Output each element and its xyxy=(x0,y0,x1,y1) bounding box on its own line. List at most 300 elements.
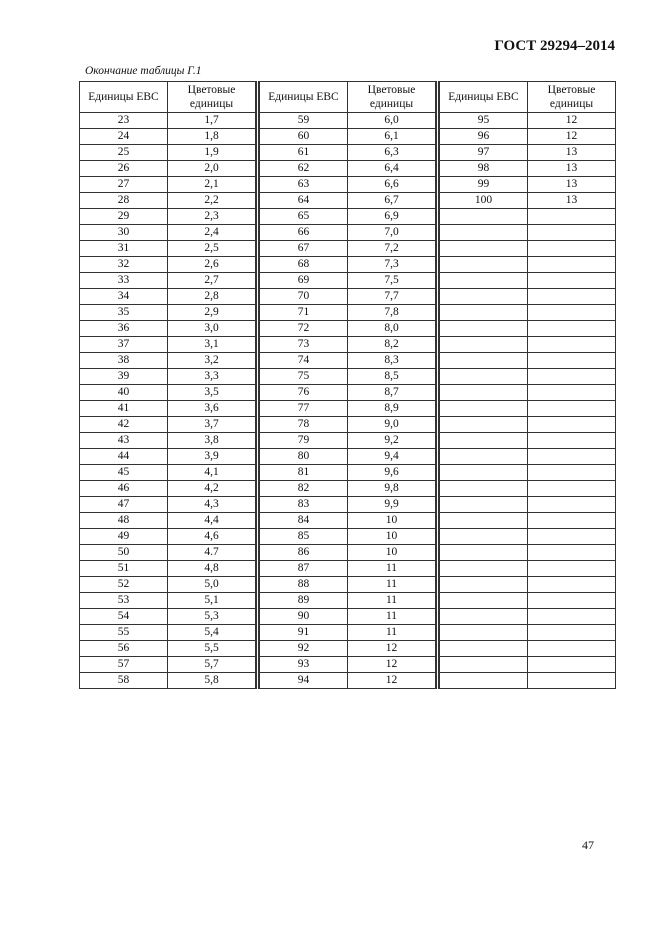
table-row xyxy=(80,353,256,369)
table-row xyxy=(80,113,256,129)
cell-color-units: 3,3 xyxy=(168,369,256,385)
cell-color-units: 1,8 xyxy=(168,129,256,145)
cell-ebc: 81 xyxy=(260,465,348,481)
header-ebc: Единицы ЕВС xyxy=(80,82,168,113)
table-row xyxy=(440,161,616,177)
cell-ebc xyxy=(440,673,528,689)
cell-color-units: 9,2 xyxy=(348,433,436,449)
cell-color-units xyxy=(528,481,616,497)
table-row xyxy=(260,545,436,561)
cell-ebc: 55 xyxy=(80,625,168,641)
table-row xyxy=(80,321,256,337)
cell-ebc xyxy=(440,305,528,321)
cell-color-units: 9,6 xyxy=(348,465,436,481)
cell-color-units xyxy=(528,609,616,625)
cell-color-units xyxy=(528,401,616,417)
cell-color-units xyxy=(528,529,616,545)
cell-color-units: 13 xyxy=(528,161,616,177)
cell-color-units xyxy=(528,209,616,225)
cell-color-units: 10 xyxy=(348,545,436,561)
table-header-row xyxy=(440,82,616,113)
cell-color-units: 11 xyxy=(348,609,436,625)
header-ebc: Единицы ЕВС xyxy=(440,82,528,113)
table-row xyxy=(80,609,256,625)
cell-ebc: 76 xyxy=(260,385,348,401)
cell-ebc: 58 xyxy=(80,673,168,689)
cell-color-units: 3,8 xyxy=(168,433,256,449)
table-row xyxy=(260,529,436,545)
table-row xyxy=(80,209,256,225)
table-row xyxy=(260,513,436,529)
table-row xyxy=(440,257,616,273)
table-row xyxy=(440,433,616,449)
table-block-3 xyxy=(439,81,616,689)
table-row xyxy=(440,641,616,657)
cell-color-units xyxy=(528,593,616,609)
cell-ebc xyxy=(440,369,528,385)
table-row xyxy=(80,385,256,401)
cell-ebc: 87 xyxy=(260,561,348,577)
table-row xyxy=(80,241,256,257)
cell-ebc: 39 xyxy=(80,369,168,385)
table-row xyxy=(260,481,436,497)
cell-ebc: 43 xyxy=(80,433,168,449)
cell-ebc: 89 xyxy=(260,593,348,609)
table-row xyxy=(440,353,616,369)
cell-color-units: 12 xyxy=(348,657,436,673)
cell-color-units: 1,7 xyxy=(168,113,256,129)
cell-color-units: 12 xyxy=(528,113,616,129)
cell-color-units: 5,1 xyxy=(168,593,256,609)
table-row xyxy=(260,385,436,401)
cell-color-units: 5,3 xyxy=(168,609,256,625)
table-row xyxy=(80,417,256,433)
cell-ebc: 97 xyxy=(440,145,528,161)
table-row xyxy=(80,257,256,273)
cell-color-units: 7,3 xyxy=(348,257,436,273)
cell-ebc: 100 xyxy=(440,193,528,209)
cell-ebc: 88 xyxy=(260,577,348,593)
cell-color-units xyxy=(528,545,616,561)
cell-color-units: 11 xyxy=(348,561,436,577)
table-row xyxy=(440,609,616,625)
cell-ebc xyxy=(440,257,528,273)
cell-color-units xyxy=(528,641,616,657)
cell-ebc: 82 xyxy=(260,481,348,497)
table-row xyxy=(80,497,256,513)
cell-ebc xyxy=(440,337,528,353)
document-standard-number: ГОСТ 29294–2014 xyxy=(494,38,615,54)
table-row xyxy=(440,673,616,689)
cell-ebc: 40 xyxy=(80,385,168,401)
cell-ebc: 80 xyxy=(260,449,348,465)
table-row xyxy=(260,305,436,321)
cell-ebc: 64 xyxy=(260,193,348,209)
table-row xyxy=(440,129,616,145)
cell-color-units: 2,1 xyxy=(168,177,256,193)
cell-color-units xyxy=(528,497,616,513)
table-row xyxy=(440,369,616,385)
cell-ebc: 69 xyxy=(260,273,348,289)
table-row xyxy=(440,657,616,673)
cell-color-units: 2,4 xyxy=(168,225,256,241)
cell-color-units: 5,0 xyxy=(168,577,256,593)
table-caption: Окончание таблицы Г.1 xyxy=(85,65,202,77)
table-row xyxy=(440,145,616,161)
cell-color-units xyxy=(528,433,616,449)
cell-color-units: 7,0 xyxy=(348,225,436,241)
cell-ebc: 77 xyxy=(260,401,348,417)
table-row xyxy=(80,513,256,529)
cell-color-units: 8,0 xyxy=(348,321,436,337)
cell-color-units: 9,4 xyxy=(348,449,436,465)
table-row xyxy=(440,577,616,593)
table-row xyxy=(440,321,616,337)
cell-color-units: 3,6 xyxy=(168,401,256,417)
table-row xyxy=(260,273,436,289)
cell-ebc: 72 xyxy=(260,321,348,337)
cell-color-units xyxy=(528,513,616,529)
cell-color-units xyxy=(528,273,616,289)
cell-ebc xyxy=(440,577,528,593)
cell-color-units xyxy=(528,385,616,401)
table-row xyxy=(260,641,436,657)
cell-color-units: 6,0 xyxy=(348,113,436,129)
cell-color-units: 4,1 xyxy=(168,465,256,481)
table-row xyxy=(80,433,256,449)
cell-color-units: 7,8 xyxy=(348,305,436,321)
cell-ebc xyxy=(440,385,528,401)
table-row xyxy=(440,417,616,433)
table-row xyxy=(80,177,256,193)
cell-ebc: 26 xyxy=(80,161,168,177)
cell-ebc: 41 xyxy=(80,401,168,417)
cell-ebc: 96 xyxy=(440,129,528,145)
cell-color-units: 4.7 xyxy=(168,545,256,561)
cell-color-units: 1,9 xyxy=(168,145,256,161)
cell-color-units: 2,3 xyxy=(168,209,256,225)
header-color: Цветовые единицы xyxy=(168,82,256,113)
table-row xyxy=(260,433,436,449)
table-row xyxy=(260,625,436,641)
table-row xyxy=(260,145,436,161)
cell-ebc: 56 xyxy=(80,641,168,657)
cell-color-units: 4,3 xyxy=(168,497,256,513)
cell-color-units: 2,5 xyxy=(168,241,256,257)
table-row xyxy=(440,481,616,497)
cell-color-units xyxy=(528,449,616,465)
cell-ebc: 90 xyxy=(260,609,348,625)
table-row xyxy=(80,529,256,545)
cell-color-units: 7,2 xyxy=(348,241,436,257)
cell-color-units: 6,9 xyxy=(348,209,436,225)
cell-color-units: 5,5 xyxy=(168,641,256,657)
cell-color-units: 9,9 xyxy=(348,497,436,513)
cell-ebc: 34 xyxy=(80,289,168,305)
cell-ebc: 45 xyxy=(80,465,168,481)
table-row xyxy=(260,113,436,129)
cell-ebc xyxy=(440,657,528,673)
cell-ebc: 70 xyxy=(260,289,348,305)
table-row xyxy=(260,561,436,577)
table-row xyxy=(80,401,256,417)
cell-ebc xyxy=(440,225,528,241)
cell-color-units: 6,4 xyxy=(348,161,436,177)
table-row xyxy=(80,289,256,305)
table-row xyxy=(440,401,616,417)
cell-color-units xyxy=(528,337,616,353)
cell-color-units: 11 xyxy=(348,593,436,609)
table-row xyxy=(260,577,436,593)
table-row xyxy=(440,545,616,561)
table-row xyxy=(80,369,256,385)
table-row xyxy=(80,465,256,481)
table-row xyxy=(260,369,436,385)
table-row xyxy=(80,161,256,177)
cell-ebc: 38 xyxy=(80,353,168,369)
cell-color-units: 13 xyxy=(528,177,616,193)
cell-color-units: 8,5 xyxy=(348,369,436,385)
value-table xyxy=(79,81,616,689)
table-row xyxy=(80,545,256,561)
header-color: Цветовые единицы xyxy=(528,82,616,113)
cell-ebc: 28 xyxy=(80,193,168,209)
cell-ebc: 36 xyxy=(80,321,168,337)
cell-ebc: 35 xyxy=(80,305,168,321)
table-row xyxy=(440,113,616,129)
cell-ebc: 42 xyxy=(80,417,168,433)
table-row xyxy=(80,641,256,657)
cell-ebc: 83 xyxy=(260,497,348,513)
table-row xyxy=(440,593,616,609)
cell-ebc: 57 xyxy=(80,657,168,673)
table-row xyxy=(260,129,436,145)
cell-color-units: 6,1 xyxy=(348,129,436,145)
table-row xyxy=(260,353,436,369)
cell-ebc: 98 xyxy=(440,161,528,177)
cell-color-units: 2,0 xyxy=(168,161,256,177)
table-row xyxy=(80,657,256,673)
cell-color-units: 5,4 xyxy=(168,625,256,641)
cell-color-units: 8,7 xyxy=(348,385,436,401)
cell-color-units: 3,1 xyxy=(168,337,256,353)
table-row xyxy=(260,337,436,353)
table-row xyxy=(260,209,436,225)
cell-color-units: 11 xyxy=(348,625,436,641)
cell-ebc: 30 xyxy=(80,225,168,241)
table-row xyxy=(260,225,436,241)
cell-color-units xyxy=(528,289,616,305)
cell-color-units: 7,5 xyxy=(348,273,436,289)
table-block-1 xyxy=(79,81,256,689)
cell-color-units: 13 xyxy=(528,145,616,161)
cell-ebc: 85 xyxy=(260,529,348,545)
table-row xyxy=(260,289,436,305)
table-row xyxy=(80,481,256,497)
table-row xyxy=(260,609,436,625)
cell-color-units: 4,2 xyxy=(168,481,256,497)
cell-ebc xyxy=(440,433,528,449)
table-row xyxy=(80,577,256,593)
table-row xyxy=(260,497,436,513)
cell-ebc: 31 xyxy=(80,241,168,257)
cell-ebc xyxy=(440,209,528,225)
cell-color-units xyxy=(528,321,616,337)
cell-color-units: 12 xyxy=(348,641,436,657)
page-number: 47 xyxy=(582,838,594,852)
table-row xyxy=(80,145,256,161)
table-row xyxy=(440,209,616,225)
cell-ebc: 93 xyxy=(260,657,348,673)
cell-color-units: 5,7 xyxy=(168,657,256,673)
cell-ebc: 51 xyxy=(80,561,168,577)
cell-color-units: 3,2 xyxy=(168,353,256,369)
cell-color-units xyxy=(528,225,616,241)
table-row xyxy=(260,449,436,465)
cell-ebc: 25 xyxy=(80,145,168,161)
cell-ebc xyxy=(440,545,528,561)
cell-ebc xyxy=(440,561,528,577)
cell-ebc: 23 xyxy=(80,113,168,129)
cell-ebc: 92 xyxy=(260,641,348,657)
table-row xyxy=(260,673,436,689)
cell-ebc xyxy=(440,289,528,305)
cell-ebc: 33 xyxy=(80,273,168,289)
table-row xyxy=(260,417,436,433)
cell-ebc: 74 xyxy=(260,353,348,369)
cell-color-units: 4,6 xyxy=(168,529,256,545)
cell-ebc xyxy=(440,449,528,465)
table-row xyxy=(440,305,616,321)
cell-ebc: 84 xyxy=(260,513,348,529)
cell-ebc: 44 xyxy=(80,449,168,465)
cell-ebc: 68 xyxy=(260,257,348,273)
cell-ebc xyxy=(440,513,528,529)
cell-color-units xyxy=(528,577,616,593)
table-row xyxy=(80,625,256,641)
cell-color-units: 3,7 xyxy=(168,417,256,433)
table-row xyxy=(80,449,256,465)
cell-color-units: 9,8 xyxy=(348,481,436,497)
cell-color-units xyxy=(528,305,616,321)
cell-ebc: 54 xyxy=(80,609,168,625)
cell-ebc xyxy=(440,353,528,369)
table-row xyxy=(260,193,436,209)
cell-color-units: 6,7 xyxy=(348,193,436,209)
cell-color-units xyxy=(528,673,616,689)
cell-ebc xyxy=(440,641,528,657)
cell-color-units: 2,8 xyxy=(168,289,256,305)
table-header-row xyxy=(260,82,436,113)
cell-color-units: 2,2 xyxy=(168,193,256,209)
cell-ebc: 59 xyxy=(260,113,348,129)
cell-color-units: 3,9 xyxy=(168,449,256,465)
cell-ebc: 49 xyxy=(80,529,168,545)
cell-ebc: 27 xyxy=(80,177,168,193)
table-row xyxy=(440,273,616,289)
table-row xyxy=(260,593,436,609)
table-row xyxy=(80,673,256,689)
cell-color-units: 6,3 xyxy=(348,145,436,161)
table-row xyxy=(260,657,436,673)
cell-color-units: 9,0 xyxy=(348,417,436,433)
table-row xyxy=(440,177,616,193)
cell-ebc: 86 xyxy=(260,545,348,561)
cell-color-units xyxy=(528,353,616,369)
cell-color-units xyxy=(528,561,616,577)
table-block-2 xyxy=(259,81,436,689)
table-row xyxy=(440,465,616,481)
cell-color-units: 3,5 xyxy=(168,385,256,401)
cell-ebc: 47 xyxy=(80,497,168,513)
table-row xyxy=(260,465,436,481)
cell-ebc xyxy=(440,593,528,609)
cell-ebc xyxy=(440,273,528,289)
table-row xyxy=(80,337,256,353)
cell-color-units: 5,8 xyxy=(168,673,256,689)
cell-color-units: 2,9 xyxy=(168,305,256,321)
table-row xyxy=(440,625,616,641)
cell-ebc: 52 xyxy=(80,577,168,593)
cell-ebc: 63 xyxy=(260,177,348,193)
cell-ebc: 79 xyxy=(260,433,348,449)
cell-color-units xyxy=(528,465,616,481)
table-row xyxy=(440,385,616,401)
cell-ebc: 61 xyxy=(260,145,348,161)
cell-ebc xyxy=(440,417,528,433)
table-row xyxy=(440,497,616,513)
cell-ebc: 67 xyxy=(260,241,348,257)
cell-color-units: 2,6 xyxy=(168,257,256,273)
cell-ebc: 32 xyxy=(80,257,168,273)
table-row xyxy=(260,177,436,193)
cell-color-units xyxy=(528,417,616,433)
table-row xyxy=(260,257,436,273)
cell-color-units: 12 xyxy=(348,673,436,689)
cell-ebc xyxy=(440,609,528,625)
cell-ebc: 95 xyxy=(440,113,528,129)
cell-ebc: 73 xyxy=(260,337,348,353)
table-row xyxy=(260,401,436,417)
cell-color-units: 12 xyxy=(528,129,616,145)
table-row xyxy=(440,193,616,209)
table-header-row xyxy=(80,82,256,113)
cell-color-units: 10 xyxy=(348,529,436,545)
cell-ebc: 37 xyxy=(80,337,168,353)
cell-ebc: 46 xyxy=(80,481,168,497)
cell-ebc: 71 xyxy=(260,305,348,321)
cell-ebc: 66 xyxy=(260,225,348,241)
table-row xyxy=(440,561,616,577)
cell-ebc: 99 xyxy=(440,177,528,193)
cell-color-units: 7,7 xyxy=(348,289,436,305)
cell-color-units xyxy=(528,657,616,673)
cell-color-units: 10 xyxy=(348,513,436,529)
table-row xyxy=(80,593,256,609)
cell-ebc: 91 xyxy=(260,625,348,641)
table-row xyxy=(440,513,616,529)
cell-color-units xyxy=(528,369,616,385)
table-row xyxy=(80,225,256,241)
cell-ebc: 78 xyxy=(260,417,348,433)
cell-ebc xyxy=(440,529,528,545)
cell-color-units: 4,4 xyxy=(168,513,256,529)
cell-ebc xyxy=(440,481,528,497)
table-row xyxy=(440,241,616,257)
cell-color-units xyxy=(528,625,616,641)
cell-ebc xyxy=(440,401,528,417)
table-row xyxy=(440,225,616,241)
